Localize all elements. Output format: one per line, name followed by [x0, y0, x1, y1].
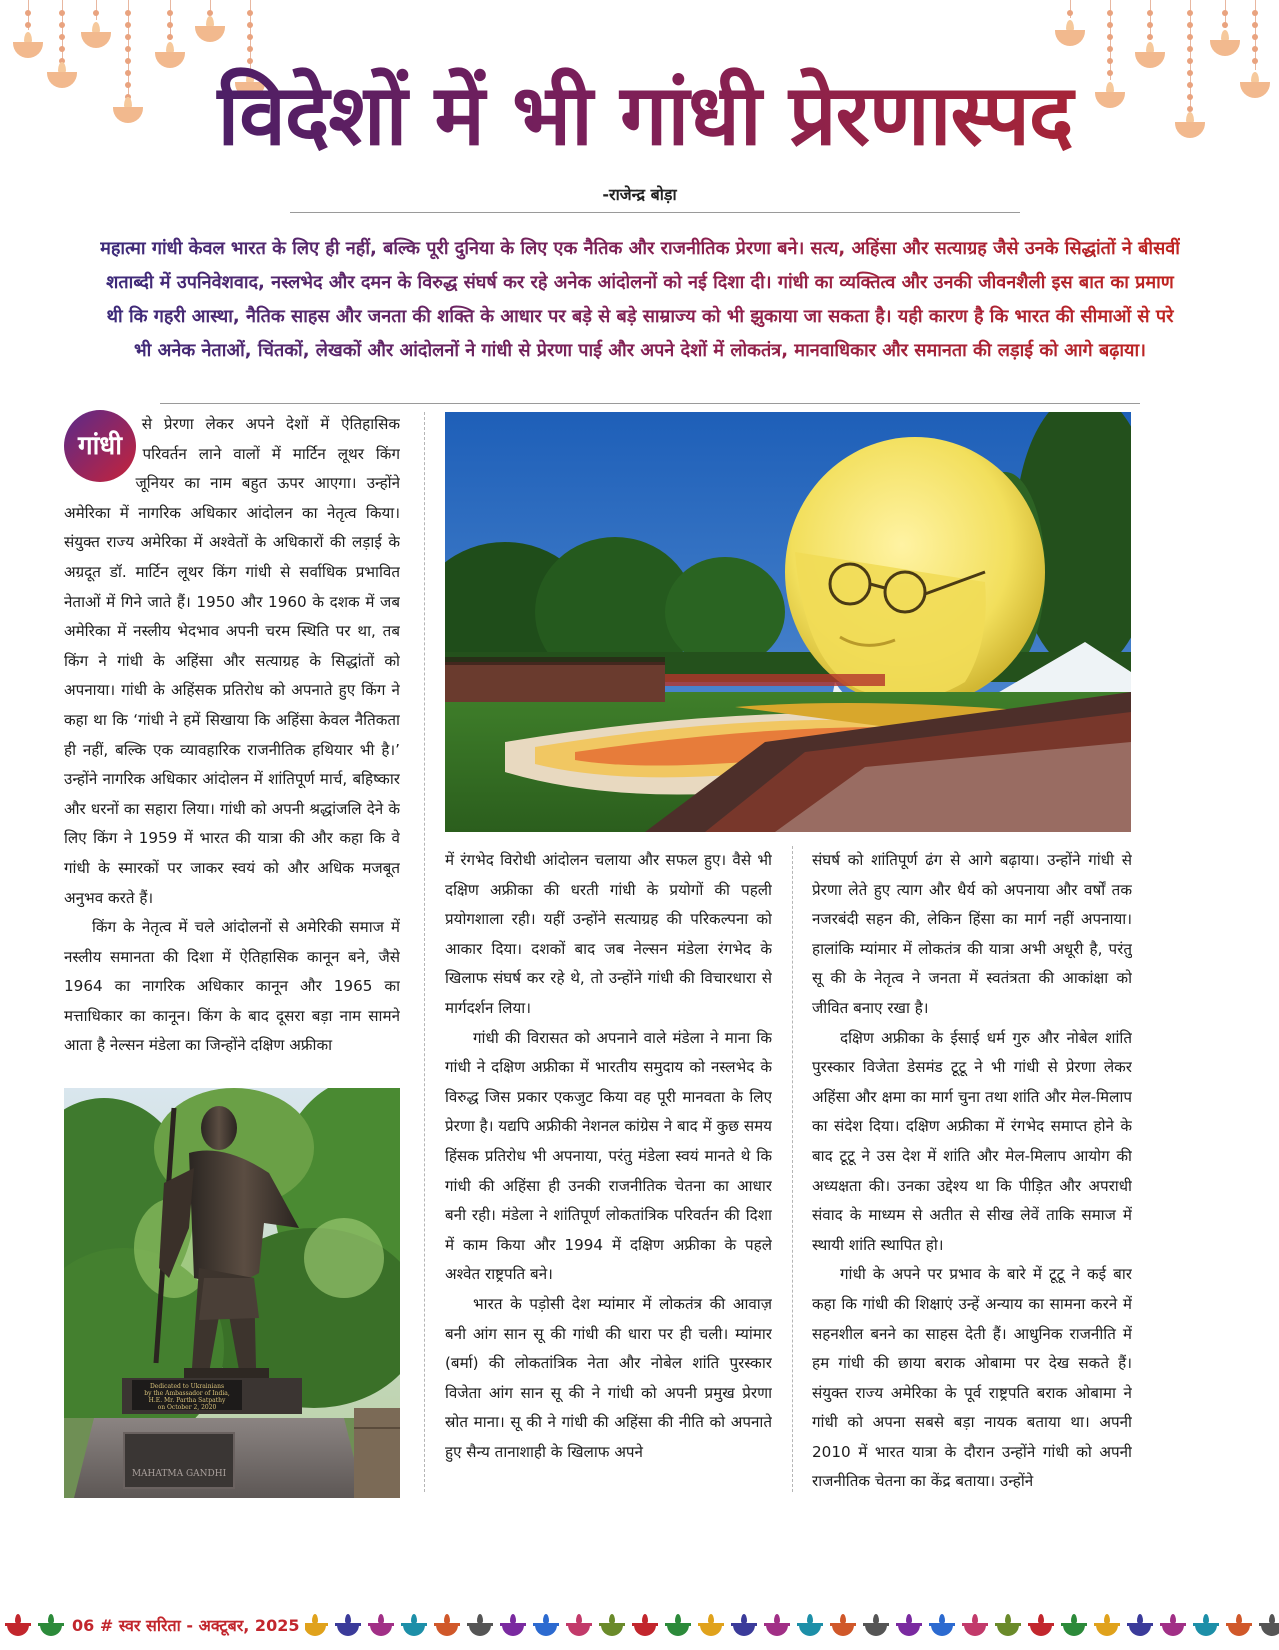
page-title: विदेशों में भी गांधी प्रेरणास्पद [70, 60, 1220, 170]
dropcap-badge: गांधी [64, 410, 136, 482]
footer-diya-icon [1126, 1614, 1154, 1638]
footer-diya-icon [631, 1614, 659, 1638]
byline-divider [290, 212, 1020, 213]
footer-diya-icon [895, 1614, 923, 1638]
column-separator-1 [424, 412, 425, 1492]
footer-diya-icon [334, 1614, 362, 1638]
footer-diya-icon [4, 1614, 32, 1638]
column-1 [64, 410, 400, 1070]
footer-diya-icon [433, 1614, 461, 1638]
footer-diya-icon [598, 1614, 626, 1638]
footer-diya-icon [862, 1614, 890, 1638]
footer-diya-icon [1093, 1614, 1121, 1638]
footer-diya-icon [1159, 1614, 1187, 1638]
col2-paragraph-1: में रंगभेद विरोधी आंदोलन चलाया और सफल हुए। वैसे भी दक्षिण अफ्रीका की धरती गांधी के प्रयोगों की पहली प्रयोगशाला रही। यहीं उन्होंने सत्याग्रह की परिकल्पना को आकार दिया। दशकों बाद जब नेल्सन मंडेला रंगभेद के खिलाफ संघर्ष कर रहे थे, तो उन्होंने गांधी की विचारधारा से मार्गदर्शन लिया। [445, 851, 772, 1017]
plaque-name: MAHATMA GANDHI [131, 1469, 227, 1479]
col3-paragraph-1: संघर्ष को शांतिपूर्ण ढंग से आगे बढ़ाया। उन्होंने गांधी से प्रेरणा लेते हुए त्याग और धैर्य को अपनाया और वर्षों तक नजरबंदी सहन की, लेकिन हिंसा का मार्ग नहीं अपनाया। हालांकि म्यांमार में लोकतंत्र की यात्रा अभी अधूरी है, परंतु सू की के नेतृत्व ने जनता में स्वतंत्रता की आकांक्षा को जीवित बनाए रखा है। [812, 851, 1132, 1017]
plaque-line-1: Dedicated to Ukrainians [149, 1383, 225, 1390]
intro-paragraph: महात्मा गांधी केवल भारत के लिए ही नहीं, बल्कि पूरी दुनिया के लिए एक नैतिक और राजनीतिक प्रेरणा बने। सत्य, अहिंसा और सत्याग्रह जैसे उनके सिद्धांतों ने बीसवीं शताब्दी में उपनिवेशवाद, नस्लभेद और दमन के विरुद्ध संघर्ष कर रहे अनेक आंदोलनों को नई दिशा दी। गांधी का व्यक्तित्व और उनकी जीवनशैली इस बात का प्रमाण थी कि गहरी आस्था, नैतिक साहस और जनता की शक्ति के आधार पर बड़े से बड़े साम्राज्य को भी झुकाया जा सकता है। यही कारण है कि भारत की सीमाओं से परे भी अनेक नेताओं, चिंतकों, लेखकों और आंदोलनों ने गांधी से प्रेरणा पाई और अपने देशों में लोकतंत्र, मानवाधिकार और समानता की लड़ाई को आगे बढ़ाया। [100, 232, 1180, 368]
footer-diya-icon [565, 1614, 593, 1638]
plaque-line-3: H.E. Mr. Partha Satpathy [148, 1397, 226, 1404]
col2-paragraph-3: भारत के पड़ोसी देश म्यांमार में लोकतंत्र की आवाज़ बनी आंग सान सू की गांधी की धारा पर ही चली। म्यांमार (बर्मा) की लोकतांत्रिक नेता और नोबेल शांति पुरस्कार विजेता आंग सान सू की ने गांधी को अपनी प्रमुख प्रेरणा स्रोत माना। सू की ने गांधी की अहिंसा की नीति को अपनाते हुए सैन्य तानाशाही के खिलाफ अपने [445, 1294, 772, 1461]
footer-diya-icon [664, 1614, 692, 1638]
footer-diya-icon [466, 1614, 494, 1638]
footer-diya-icon [928, 1614, 956, 1638]
hanging-diya-icon [1235, 0, 1275, 110]
author-byline: -राजेन्द्र बोड़ा [602, 185, 677, 204]
col2-paragraph-2: गांधी की विरासत को अपनाने वाले मंडेला ने माना कि गांधी ने दक्षिण अफ्रीका में भारतीय समुदाय को नस्लभेद के विरुद्ध जिस प्रकार एकजुट किया वह पूरी मानवता के लिए प्रेरणा है। यद्यपि अफ्रीकी नेशनल कांग्रेस ने बाद में कुछ समय हिंसक प्रतिरोध भी अपनाया, परंतु मंडेला स्वयं मानते थे कि गांधी की अहिंसा ही उनकी राजनीतिक चेतना का आधार बनी रही। मंडेला ने शांतिपूर्ण लोकतांत्रिक परिवर्तन की दिशा में काम किया और 1994 में दक्षिण अफ्रीका के पहले अश्वेत राष्ट्रपति बने। [445, 1028, 772, 1284]
footer-diya-icon [796, 1614, 824, 1638]
footer-diya-icon [400, 1614, 428, 1638]
footer-diya-icon [994, 1614, 1022, 1638]
footer-diya-icon [499, 1614, 527, 1638]
footer-diya-icon [1225, 1614, 1253, 1638]
plaque-line-2: by the Ambassador of India, [144, 1390, 230, 1397]
col3-paragraph-3: गांधी के अपने पर प्रभाव के बारे में टूटू ने कई बार कहा कि गांधी की शिक्षाएं उन्हें अन्याय का सामना करने में सहनशील बनने का साहस देती हैं। आधुनिक राजनीति में हम गांधी की छाया बराक ओबामा पर देख सकते हैं। संयुक्त राज्य अमेरिका के पूर्व राष्ट्रपति बराक ओबामा ने गांधी को अपना सबसे बड़ा नायक बताया था। अपनी 2010 में भारत यात्रा के दौरान उन्होंने गांधी को अपनी राजनीतिक चेतना का केंद्र बताया। उन्होंने [812, 1265, 1132, 1491]
col3-paragraph-2: दक्षिण अफ्रीका के ईसाई धर्म गुरु और नोबेल शांति पुरस्कार विजेता डेसमंड टूटू ने भी गांधी से प्रेरणा लेकर अहिंसा और क्षमा का मार्ग चुना तथा शांति और मेल-मिलाप का संदेश दिया। दक्षिण अफ्रीका में रंगभेद समाप्त होने के बाद टूटू ने उस देश में शांति और मेल-मिलाप आयोग की अध्यक्षता की। उनका उद्देश्य था कि पीड़ित और अपराधी संवाद के माध्यम से अतीत से सीख लेवें ताकि समाज में स्थायी शांति स्थापित हो। [812, 1028, 1132, 1254]
column-2 [445, 846, 772, 1492]
footer-diya-icon [1060, 1614, 1088, 1638]
footer-diya-icon [730, 1614, 758, 1638]
hanging-diya-icon [190, 0, 230, 54]
footer-diya-icon [763, 1614, 791, 1638]
footer-diya-icon [37, 1614, 65, 1638]
gandhi-statue-photo [64, 1088, 400, 1498]
intro-divider [160, 403, 1140, 404]
column-3 [812, 846, 1132, 1492]
gandhi-head-sculpture-photo [445, 412, 1131, 832]
footer-folio: 06 # स्वर सरिता - अक्टूबर, 2025 [66, 1614, 305, 1636]
footer-diya-icon [829, 1614, 857, 1638]
col1-paragraph-1: से प्रेरणा लेकर अपने देशों में ऐतिहासिक परिवर्तन लाने वालों में मार्टिन लूथर किंग जूनियर का नाम बहुत ऊपर आएगा। उन्होंने अमेरिका में नागरिक अधिकार आंदोलन का नेतृत्व किया। संयुक्त राज्य अमेरिका में अश्वेतों के अधिकारों की लड़ाई के अग्रदूत डॉ. मार्टिन लूथर किंग गांधी से सर्वाधिक प्रभावित नेताओं में गिने जाते हैं। 1950 और 1960 के दशक में जब अमेरिका में नस्लीय भेदभाव अपनी चरम स्थिति पर था, तब किंग ने गांधी के अहिंसा और सत्याग्रह के सिद्धांतों को अपनाया। गांधी के अहिंसक प्रतिरोध को अपनाते हुए किंग ने कहा था कि ‘गांधी ने हमें सिखाया कि अहिंसा केवल नैतिकता ही नहीं, बल्कि एक व्यावहारिक राजनीतिक हथियार भी है।’ उन्होंने नागरिक अधिकार आंदोलन में शांतिपूर्ण मार्च, बहिष्कार और धरनों का सहारा लिया। गांधी को अपनी श्रद्धांजलि देने के लिए किंग ने 1959 में भारत की यात्रा की और कहा कि वे गांधी के स्मारकों पर जाकर स्वयं को और अधिक मजबूत अनुभव करते हैं। [64, 415, 400, 907]
col1-paragraph-2: किंग के नेतृत्व में चले आंदोलनों से अमेरिकी समाज में नस्लीय समानता की दिशा में ऐतिहासिक कानून बने, जैसे 1964 का नागरिक अधिकार कानून और 1965 का मत्ताधिकार का कानून। किंग के बाद दूसरा बड़ा नाम सामने आता है नेल्सन मंडेला का जिन्होंने दक्षिण अफ्रीका [64, 918, 400, 1055]
footer-diya-icon [697, 1614, 725, 1638]
column-separator-2 [792, 846, 793, 1492]
footer-diya-icon [367, 1614, 395, 1638]
hanging-diya-icon [1050, 0, 1090, 58]
plaque-line-4: on October 2, 2020 [157, 1404, 217, 1411]
footer-diya-icon [961, 1614, 989, 1638]
footer-diya-icon [532, 1614, 560, 1638]
footer-diya-icon [1192, 1614, 1220, 1638]
footer-diya-icon [1258, 1614, 1279, 1638]
footer-diya-icon [1027, 1614, 1055, 1638]
